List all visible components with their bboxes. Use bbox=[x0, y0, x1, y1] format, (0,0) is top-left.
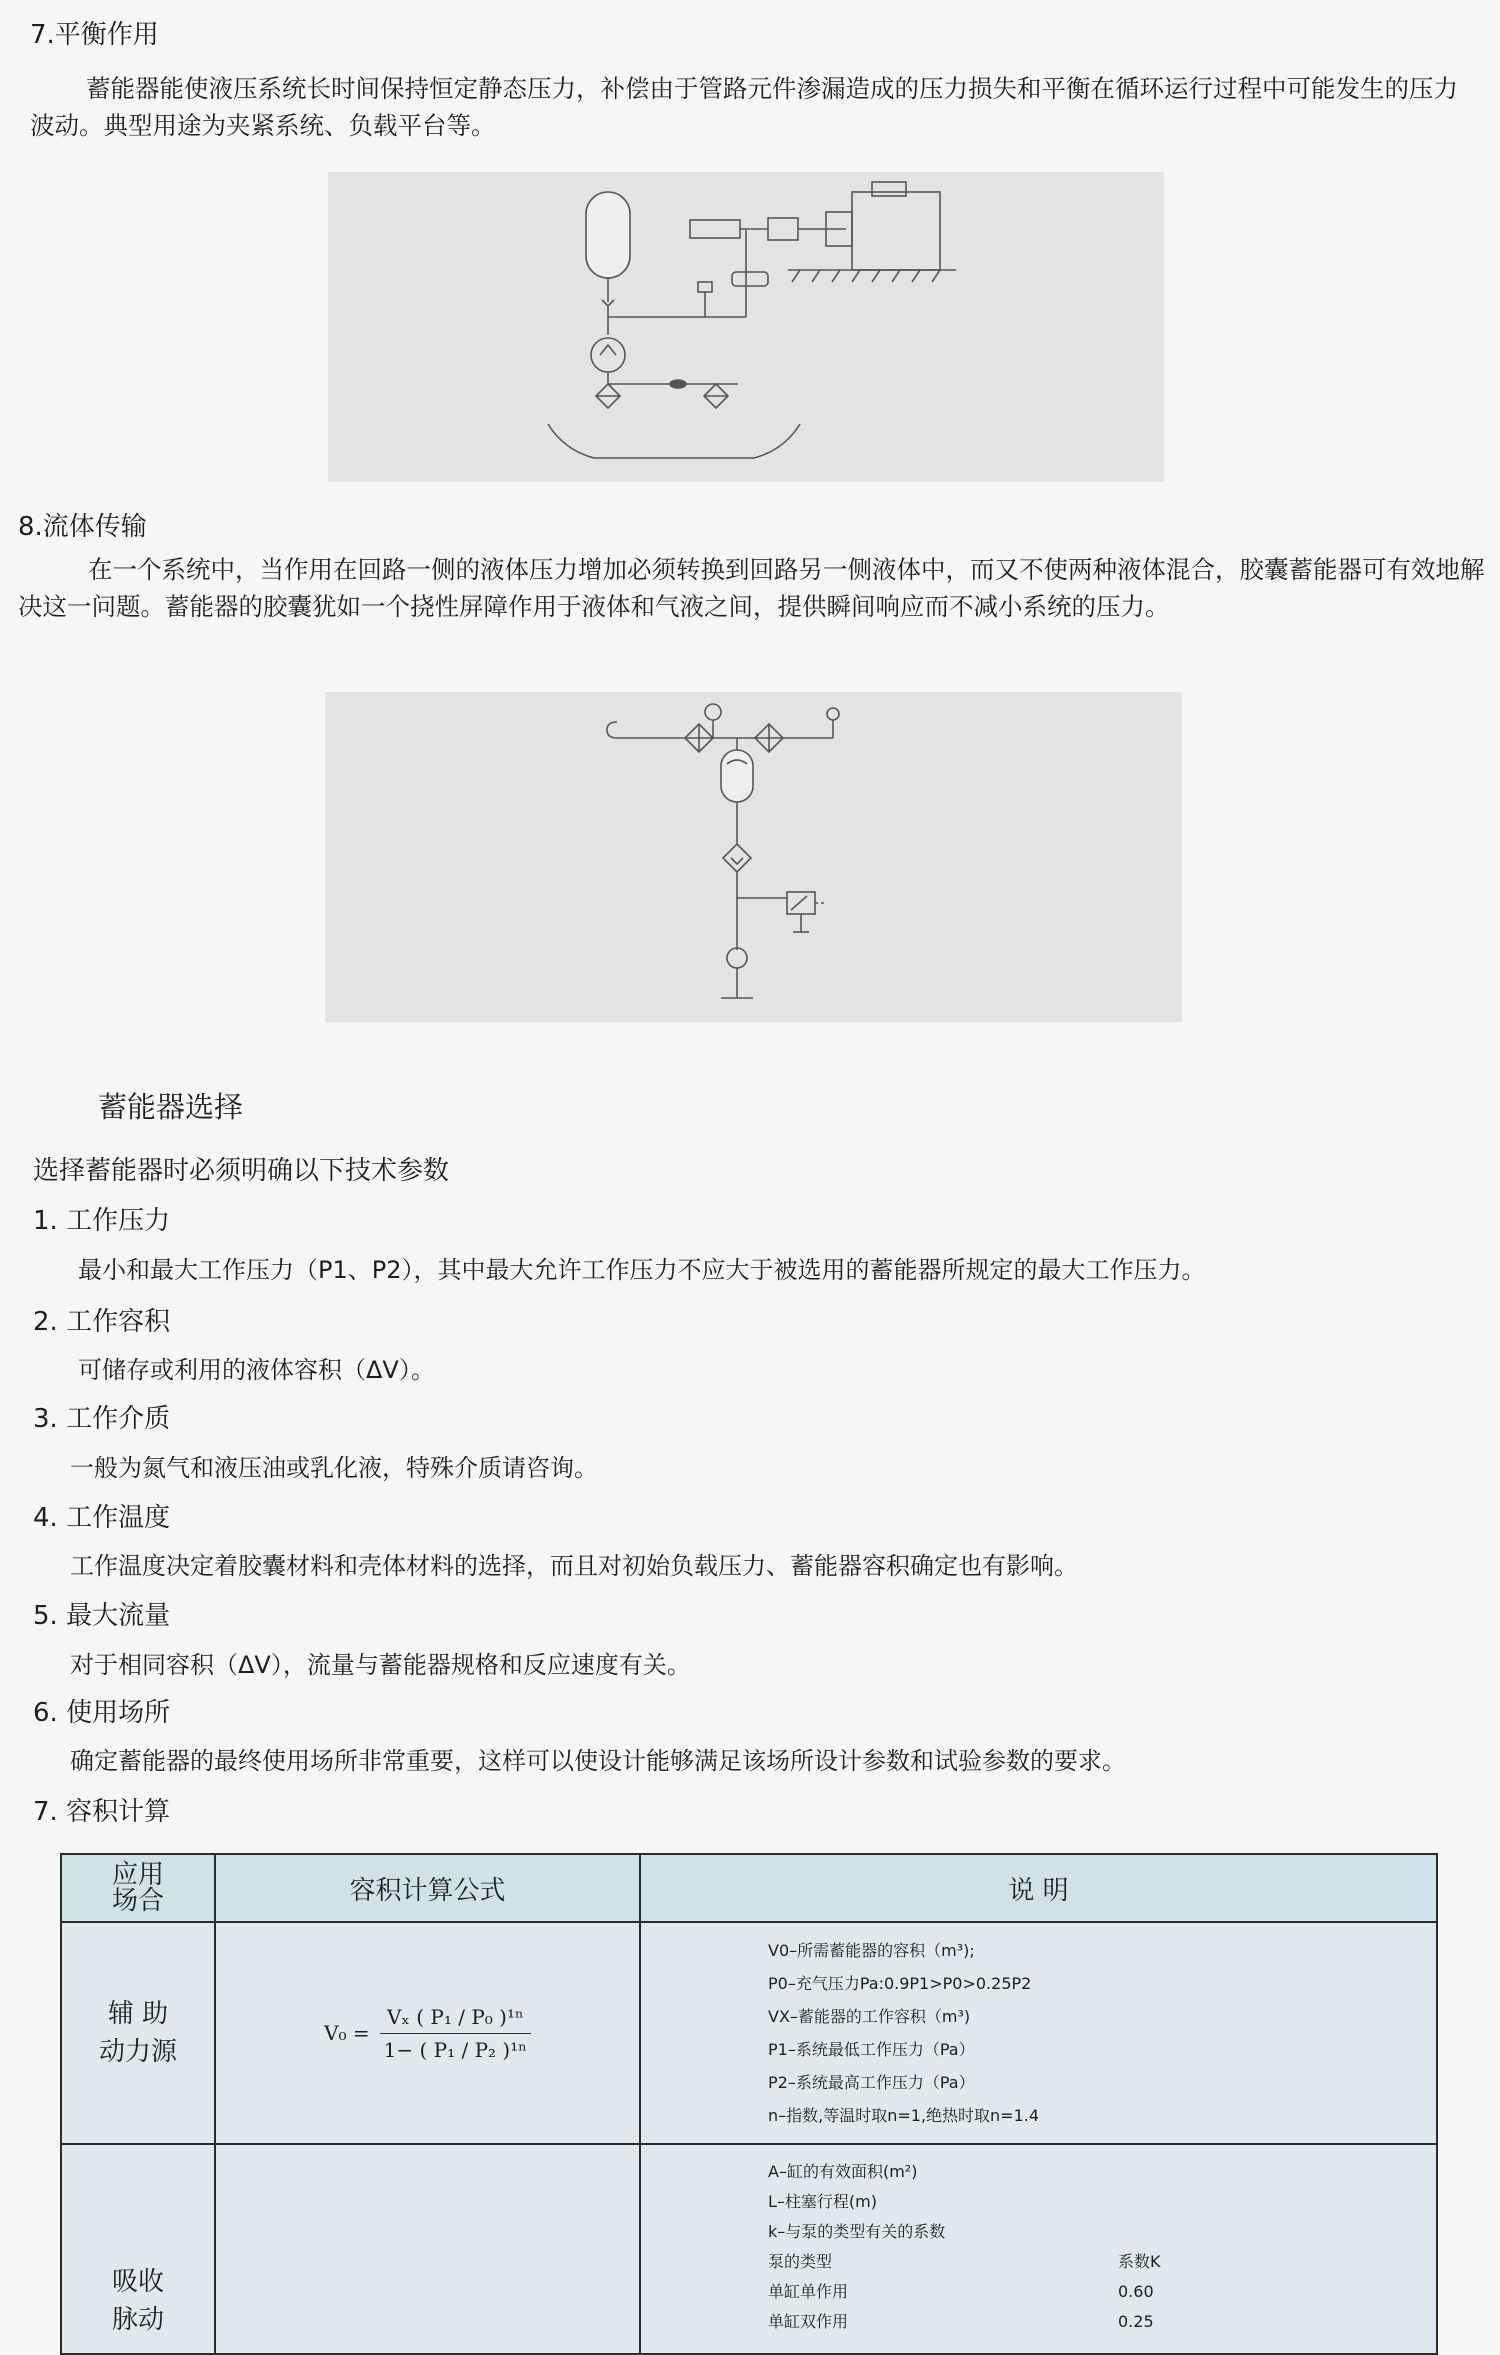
selection-intro: 选择蓄能器时必须明确以下技术参数 bbox=[33, 1156, 450, 1186]
header-scene bbox=[61, 1854, 215, 1922]
note-line: V0–所需蓄能器的容积（m³); bbox=[768, 1941, 975, 1960]
note-line: n–指数,等温时取n=1,绝热时取n=1.4 bbox=[768, 2106, 1040, 2125]
table-row bbox=[61, 1922, 1437, 2144]
k-coef: 0.60 bbox=[1118, 2282, 1154, 2301]
formula-fraction bbox=[380, 2005, 531, 2062]
item-title: 2. 工作容积 bbox=[33, 1307, 171, 1337]
scene-line1: 吸收 bbox=[111, 2267, 164, 2297]
fluid-transfer-svg bbox=[325, 692, 1182, 1022]
item-desc: 可储存或利用的液体容积（ΔV）。 bbox=[78, 1356, 435, 1384]
k-table-row bbox=[768, 2307, 1435, 2337]
formula bbox=[217, 2005, 638, 2062]
notes-cell bbox=[640, 1922, 1437, 2144]
notes-cell bbox=[640, 2144, 1437, 2354]
item-title: 5. 最大流量 bbox=[33, 1601, 171, 1631]
note-line: P1–系统最低工作压力（Pa） bbox=[768, 2040, 975, 2059]
scene-line2: 动力源 bbox=[98, 2037, 177, 2067]
item-title: 3. 工作介质 bbox=[33, 1404, 171, 1434]
header-scene-line1: 应用 bbox=[111, 1860, 164, 1890]
table-row bbox=[61, 2144, 1437, 2354]
header-scene-line2: 场合 bbox=[111, 1886, 164, 1916]
note-line: P0–充气压力Pa:0.9P1>P0>0.25P2 bbox=[768, 1974, 1032, 1993]
k-type: 单缸单作用 bbox=[768, 2282, 849, 2301]
header-notes: 说 明 bbox=[640, 1854, 1437, 1922]
balance-circuit-svg bbox=[328, 172, 1164, 482]
volume-calc-table bbox=[60, 1853, 1438, 2355]
header-formula: 容积计算公式 bbox=[215, 1854, 640, 1922]
section8-paragraph: 在一个系统中，当作用在回路一侧的液体压力增加必须转换到回路另一侧液体中，而又不使两种液体混合，胶囊蓄能器可有效地解决这一问题。蓄能器的胶囊犹如一个挠性屏障作用于液体和气液之间，提供瞬间响应而不减小系统的压力。 bbox=[18, 555, 1485, 621]
k-coef: 0.25 bbox=[1118, 2312, 1154, 2331]
scene-line2: 脉动 bbox=[111, 2305, 164, 2335]
section7-heading: 7.平衡作用 bbox=[30, 20, 159, 50]
formula-cell bbox=[215, 2144, 640, 2354]
formula-cell bbox=[215, 1922, 640, 2144]
note-line: k–与泵的类型有关的系数 bbox=[768, 2222, 946, 2241]
item-desc: 最小和最大工作压力（P1、P2），其中最大允许工作压力不应大于被选用的蓄能器所规定的最大工作压力。 bbox=[78, 1256, 1206, 1284]
note-line: P2–系统最高工作压力（Pa） bbox=[768, 2073, 975, 2092]
formula-denominator: 1− ( P₁ / P₂ )¹ⁿ bbox=[383, 2037, 527, 2062]
section7-paragraph: 蓄能器能使液压系统长时间保持恒定静态压力，补偿由于管路元件渗漏造成的压力损失和平衡在循环运行过程中可能发生的压力波动。典型用途为夹紧系统、负载平台等。 bbox=[30, 74, 1458, 140]
selection-title: 蓄能器选择 bbox=[98, 1090, 244, 1124]
note-line: A–缸的有效面积(m²) bbox=[768, 2162, 918, 2181]
balance-circuit-diagram bbox=[328, 172, 1164, 482]
item-desc: 工作温度决定着胶囊材料和壳体材料的选择，而且对初始负载压力、蓄能器容积确定也有影响。 bbox=[70, 1552, 1078, 1580]
k-type-header: 泵的类型 bbox=[768, 2252, 833, 2271]
item-desc: 一般为氮气和液压油或乳化液，特殊介质请咨询。 bbox=[70, 1454, 598, 1482]
fluid-transfer-diagram bbox=[325, 692, 1182, 1022]
note-line: L–柱塞行程(m) bbox=[768, 2192, 877, 2211]
k-table-row bbox=[768, 2277, 1435, 2307]
table-header-row bbox=[61, 1854, 1437, 1922]
k-coef-header: 系数K bbox=[1118, 2252, 1161, 2271]
formula-lhs: V₀ = bbox=[324, 2021, 370, 2045]
item-title: 1. 工作压力 bbox=[33, 1206, 171, 1236]
section8-heading: 8.流体传输 bbox=[18, 512, 147, 542]
scene-cell bbox=[61, 2144, 215, 2354]
scene-cell bbox=[61, 1922, 215, 2144]
item-desc: 对于相同容积（ΔV），流量与蓄能器规格和反应速度有关。 bbox=[70, 1651, 691, 1679]
note-line: VX–蓄能器的工作容积（m³) bbox=[768, 2007, 971, 2026]
k-table-header bbox=[768, 2247, 1435, 2277]
scene-line1: 辅 助 bbox=[107, 1999, 169, 2029]
formula-numerator: Vₓ ( P₁ / P₀ )¹ⁿ bbox=[386, 2004, 524, 2029]
item-title: 6. 使用场所 bbox=[33, 1698, 171, 1728]
k-type: 单缸双作用 bbox=[768, 2312, 849, 2331]
item-title: 4. 工作温度 bbox=[33, 1503, 171, 1533]
item-title: 7. 容积计算 bbox=[33, 1797, 171, 1827]
item-desc: 确定蓄能器的最终使用场所非常重要，这样可以使设计能够满足该场所设计参数和试验参数的要求。 bbox=[70, 1747, 1126, 1775]
